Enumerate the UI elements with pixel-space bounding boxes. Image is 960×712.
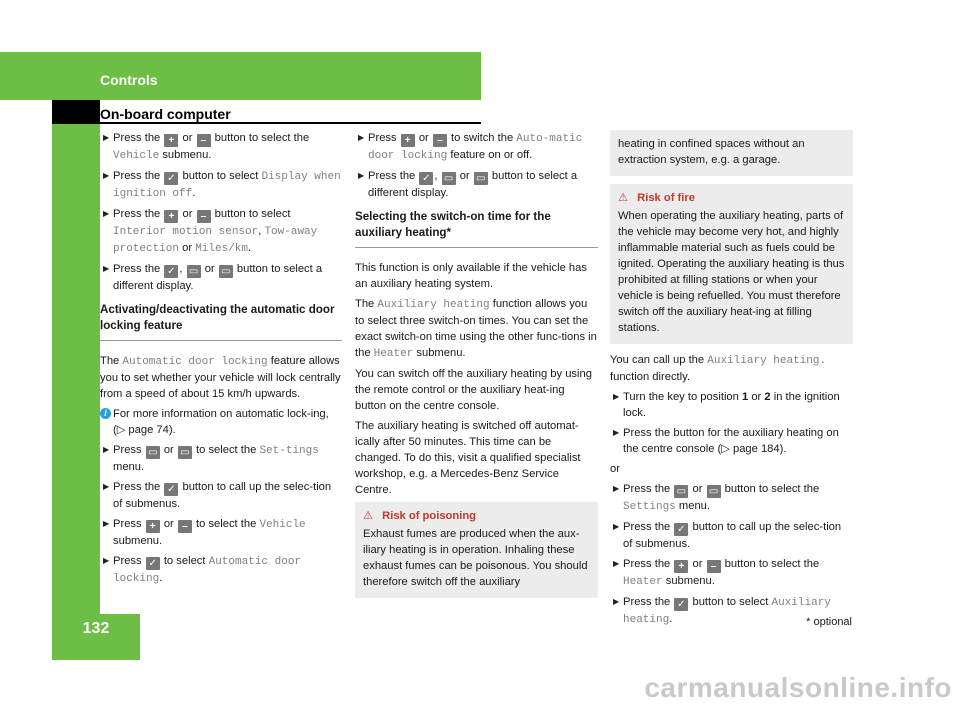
column-2: [355, 130, 598, 606]
paragraph: The auxiliary heating is switched off automat-ically after 50 minutes. This time can be changed. To do this, visit a qualified specialist workshop, e.g. a Mercedes-Benz Service Centre.: [355, 420, 581, 496]
display-down-icon: ▭: [707, 485, 721, 498]
warning-icon: ⚠: [618, 192, 629, 204]
display-down-icon: ▭: [474, 172, 488, 185]
reset-button-icon: ✓: [674, 523, 688, 536]
arrow-icon: ▶: [613, 484, 620, 493]
warning-text: Exhaust fumes are produced when the aux-iliary heating is in operation. Inhaling these exhaust fumes can be poisonous. You should therefore switch off the auxiliary: [363, 528, 588, 588]
paragraph: You can switch off the auxiliary heating by using the remote control or the auxiliary heat-ing button on the centre console.: [355, 368, 592, 412]
step: ▶ Press the ✓ button to call up the selec-tion of submenus.: [103, 481, 332, 510]
column-1: [100, 130, 342, 591]
warning-box-continued: heating in confined spaces without an extraction system, e.g. a garage.: [610, 130, 853, 176]
warning-text: When operating the auxiliary heating, parts of the vehicle may become very hot, and highly inflammable material such as fuels could be ignited. Operating the auxiliary heating is thus prohibited at filling stations or when your vehicle is being refuelled. You must therefore switch off the auxiliary heat-ing at filling stations.: [618, 210, 845, 334]
arrow-icon: ▶: [613, 522, 620, 531]
plus-button-icon: +: [674, 560, 688, 573]
arrow-icon: ▶: [613, 597, 620, 606]
reset-button-icon: ✓: [164, 265, 178, 278]
minus-button-icon: –: [433, 134, 447, 147]
arrow-icon: ▶: [103, 209, 110, 218]
plus-button-icon: +: [164, 210, 178, 223]
watermark: carmanualsonline.info: [644, 672, 952, 703]
side-band: [52, 124, 100, 659]
subheading: Activating/deactivating the automatic door locking feature: [100, 302, 342, 341]
chapter-title: Controls: [100, 72, 158, 88]
step: ▶ Press + or – to switch the Auto-matic door locking feature on or off.: [358, 132, 583, 162]
step: ▶ Press ▭ or ▭ to select the Set-tings menu.: [103, 444, 319, 473]
reset-button-icon: ✓: [164, 172, 178, 185]
section-title: On-board computer: [100, 106, 231, 122]
page-number: 132: [52, 614, 140, 660]
arrow-icon: ▶: [103, 171, 110, 180]
step: ▶ Press the ✓ , ▭ or ▭ button to select a different display.: [358, 170, 578, 199]
arrow-icon: ▶: [103, 556, 110, 565]
paragraph: You can call up the Auxiliary heating. function directly.: [610, 354, 827, 383]
minus-button-icon: –: [178, 520, 192, 533]
display-up-icon: ▭: [187, 265, 201, 278]
arrow-icon: ▶: [103, 482, 110, 491]
step: ▶ Press the ✓ button to select Display when ignition off.: [103, 170, 341, 200]
display-down-icon: ▭: [219, 265, 233, 278]
step: ▶ Press the ✓ , ▭ or ▭ button to select a different display.: [103, 263, 323, 292]
step: ▶ Press the + or – button to select Interior motion sensor, Tow-away protection or Miles/km.: [103, 208, 318, 255]
arrow-icon: ▶: [358, 133, 365, 142]
warning-box: [355, 502, 598, 598]
reset-button-icon: ✓: [164, 483, 178, 496]
plus-button-icon: +: [401, 134, 415, 147]
paragraph: This function is only available if the vehicle has an auxiliary heating system.: [355, 262, 587, 290]
minus-button-icon: –: [197, 134, 211, 147]
step: ▶ Press the ✓ button to select Auxiliary heating.: [613, 596, 831, 626]
warning-title: Risk of fire: [637, 192, 695, 204]
arrow-icon: ▶: [103, 445, 110, 454]
minus-button-icon: –: [197, 210, 211, 223]
subheading: Selecting the switch-on time for the auxiliary heating*: [355, 209, 598, 248]
step: ▶ Press + or – to select the Vehicle submenu.: [103, 518, 306, 547]
corner-marker: [52, 100, 100, 124]
column-3: [610, 130, 853, 632]
step: ▶ Press the + or – button to select the Heater submenu.: [613, 558, 820, 588]
warning-box: [610, 184, 853, 344]
paragraph: The Automatic door locking feature allows you to set whether your vehicle will lock centrally from a speed of about 15 km/h upwards.: [100, 355, 341, 400]
info-icon: i: [100, 408, 111, 419]
header-rule: [100, 122, 481, 124]
step: ▶ Press the ▭ or ▭ button to select the Settings menu.: [613, 483, 820, 513]
step: ▶ Press the ✓ button to call up the selec-tion of submenus.: [613, 521, 842, 550]
reset-button-icon: ✓: [674, 598, 688, 611]
arrow-icon: ▶: [613, 559, 620, 568]
arrow-icon: ▶: [613, 392, 620, 401]
display-up-icon: ▭: [442, 172, 456, 185]
minus-button-icon: –: [707, 560, 721, 573]
display-up-icon: ▭: [674, 485, 688, 498]
step: ▶ Turn the key to position 1 or 2 in the ignition lock.: [613, 391, 840, 419]
arrow-icon: ▶: [103, 133, 110, 142]
warning-title: Risk of poisoning: [382, 510, 476, 522]
footnote: * optional: [806, 616, 852, 628]
warning-icon: ⚠: [363, 510, 374, 522]
display-up-icon: ▭: [146, 446, 160, 459]
step: ▶ Press ✓ to select Automatic door locking.: [103, 555, 302, 585]
paragraph: The Auxiliary heating function allows you to select three switch-on times. You can set the exact switch-on time using the other func-tions in the Heater submenu.: [355, 298, 597, 360]
plus-button-icon: +: [164, 134, 178, 147]
step: ▶ Press the button for the auxiliary heating on the centre console (▷ page 184).: [613, 427, 839, 455]
display-down-icon: ▭: [178, 446, 192, 459]
arrow-icon: ▶: [613, 428, 620, 437]
arrow-icon: ▶: [103, 519, 110, 528]
info-note: i For more information on automatic lock-ing, (▷ page 74).: [100, 406, 342, 438]
arrow-icon: ▶: [358, 171, 365, 180]
header-band: [0, 52, 481, 100]
step: ▶ Press the + or – button to select the Vehicle submenu.: [103, 132, 310, 162]
reset-button-icon: ✓: [146, 557, 160, 570]
reset-button-icon: ✓: [419, 172, 433, 185]
arrow-icon: ▶: [103, 264, 110, 273]
plus-button-icon: +: [146, 520, 160, 533]
or-line: or: [610, 463, 620, 475]
